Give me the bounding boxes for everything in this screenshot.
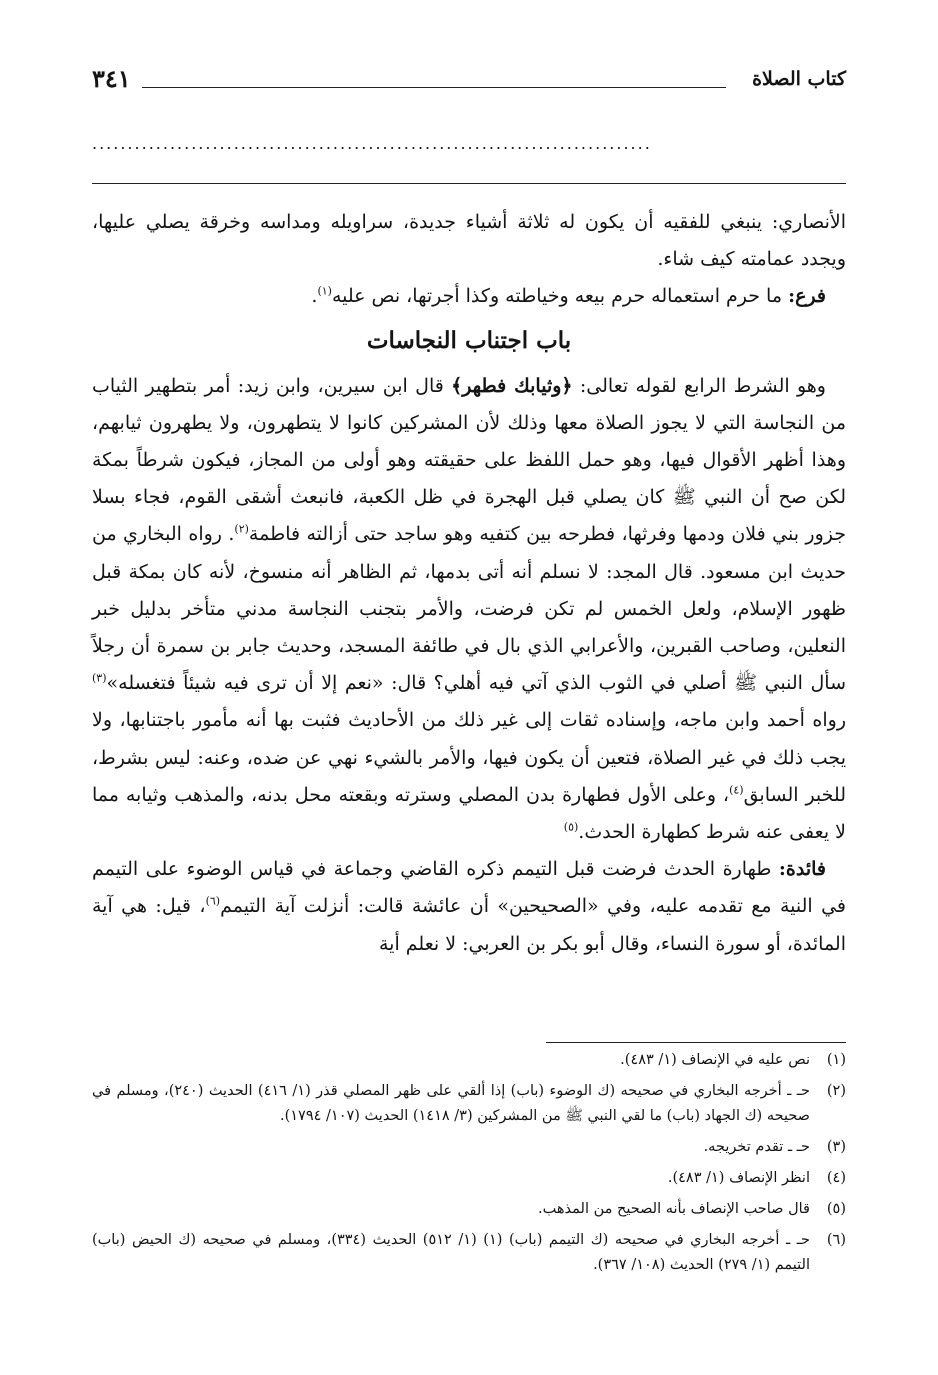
section-title: باب اجتناب النجاسات (366, 326, 572, 354)
benefit-s2: ، قيل: هي آية المائدة، أو سورة النساء، وقال أبو بكر بن العربي: لا نعلم أية (92, 895, 846, 955)
footnote-number: (٥) (826, 1201, 846, 1217)
branch-end: . (311, 285, 318, 308)
book-title: كتاب الصلاة (752, 68, 846, 90)
footnote-number: (٢) (826, 1083, 846, 1099)
footnote-4 (92, 1166, 846, 1191)
footnote-ref-1[interactable]: (١) (317, 285, 332, 299)
footnote-2 (92, 1079, 846, 1129)
running-header (92, 62, 846, 96)
page-number: ٣٤١ (92, 64, 131, 93)
footnote-text: قال صاحب الإنصاف بأنه الصحيح من المذهب. (538, 1201, 810, 1217)
footnote-ref-2[interactable]: (٢) (234, 523, 249, 537)
footnote-number: (٣) (826, 1139, 846, 1155)
top-separator-rule (92, 183, 846, 184)
paragraph-main (92, 368, 846, 852)
footnote-text: نص عليه في الإنصاف (١/ ٤٨٣). (620, 1052, 810, 1068)
footnote-separator (546, 1042, 846, 1043)
dotted-separator: ............................................................................... (92, 134, 652, 153)
header-rule (142, 87, 726, 88)
footnote-text: حـ ـ أخرجه البخاري في صحيحه (ك الوضوء (باب) إذا ألقي على ظهر المصلي قذر (١/ ٤١٦) الحديث (٢٤٠)، ومسلم في صحيحه (ك الجهاد (باب) ما لقي النبي ﷺ من المشركين (٣/ ١٤١٨) الحديث (١٠٧/ ١٧٩٤). (92, 1083, 810, 1124)
paragraph-branch (92, 278, 846, 315)
paragraph-benefit (92, 851, 846, 963)
footnote-ref-3[interactable]: (٣) (92, 671, 107, 685)
footnote-ref-5[interactable]: (٥) (563, 820, 579, 834)
quran-verse: ﴿وثيابك فطهر﴾ (451, 374, 573, 397)
branch-label: فرع: (788, 285, 826, 308)
footnote-6 (92, 1228, 846, 1278)
main-s4: رواه أحمد وابن ماجه، وإسناده ثقات إلى غير ذلك من الأحاديث فثبت بها أنه مأمور باجتنابها، ولا يجب ذلك في غير الصلاة، فتعين أن يكون فيها، والأمر بالشيء نهي عن ضده، وعنه: ليس بشرط، للخبر السابق (92, 709, 846, 806)
main-s3: . رواه البخاري من حديث ابن مسعود. قال المجد: لا نسلم أنه أتى بدمها، ثم الظاهر أنه منسوخ، لأنه كان بمكة قبل ظهور الإسلام، ولعل الخمس لم تكن فرضت، والأمر بتجنب النجاسة مدني متأخر بدليل خبر النعلين، وصاحب القبرين، والأعرابي الذي بال في طائفة المسجد، وحديث جابر بن سمرة أن رجلاً سأل النبي ﷺ أصلي في الثوب الذي آتي فيه أهلي؟ قال: «نعم إلا أن ترى فيه شيئاً فتغسله» (92, 523, 846, 695)
main-s1: وهو الشرط الرابع لقوله تعالى: (572, 374, 826, 397)
footnote-number: (١) (826, 1052, 846, 1068)
footnote-1 (92, 1048, 846, 1073)
footnote-text: انظر الإنصاف (١/ ٤٨٣). (667, 1170, 810, 1186)
footnote-text: حـ ـ أخرجه البخاري في صحيحه (ك التيمم (باب) (١) (١/ ٥١٢) الحديث (٣٣٤)، ومسلم في صحيحه (ك الحيض (باب) التيمم (١/ ٢٧٩) الحديث (١٠٨/ ٣٦٧). (92, 1232, 810, 1273)
paragraph-ansari: الأنصاري: ينبغي للفقيه أن يكون له ثلاثة أشياء جديدة، سراويله ومداسه وخرقة يصلي عليها، ويجدد عمامته كيف شاء. (92, 211, 846, 271)
main-s2: قال ابن سيرين، وابن زيد: أمر بتطهير الثياب من النجاسة التي لا يجوز الصلاة معها وذلك لأن المشركين كانوا لا يتطهرون، ولا يطهرون ثيابهم، وهذا أظهر الأقوال فيها، وهو حمل اللفظ على حقيقته وهو أولى من المجاز، فيكون شرطاً بمكة لكن صح أن النبي ﷺ كان يصلي قبل الهجرة في ظل الكعبة، فانبعث أشقى القوم، فجاء بسلا جزور بني فلان ودمها وفرثها، فطرحه بين كتفيه وهو ساجد حتى أزالته فاطمة (92, 374, 846, 546)
footnote-ref-4[interactable]: (٤) (729, 783, 744, 797)
footnote-5 (92, 1197, 846, 1222)
main-s5: ، وعلى الأول فطهارة بدن المصلي وسترته وبقعته محل بدنه، والمذهب وثيابه مما لا يعفى عنه شرط كطهارة الحدث. (92, 783, 846, 844)
footnote-ref-6[interactable]: (٦) (205, 895, 221, 909)
branch-text: ما حرم استعماله حرم بيعه وخياطته وكذا أجرتها، نص عليه (331, 285, 789, 308)
benefit-s1: طهارة الحدث فرضت قبل التيمم ذكره القاضي وجماعة في قياس الوضوء على التيمم في النية مع تقدمه عليه، وفي «الصحيحين» أن عائشة قالت: أنزلت آية التيمم (92, 858, 846, 918)
footnote-number: (٦) (826, 1232, 846, 1248)
main-text (92, 204, 846, 963)
footnotes (92, 1048, 846, 1284)
footnote-number: (٤) (826, 1170, 846, 1186)
footnote-3 (92, 1135, 846, 1160)
footnote-text: حـ ـ تقدم تخريجه. (703, 1139, 810, 1155)
benefit-label: فائدة: (778, 858, 826, 881)
